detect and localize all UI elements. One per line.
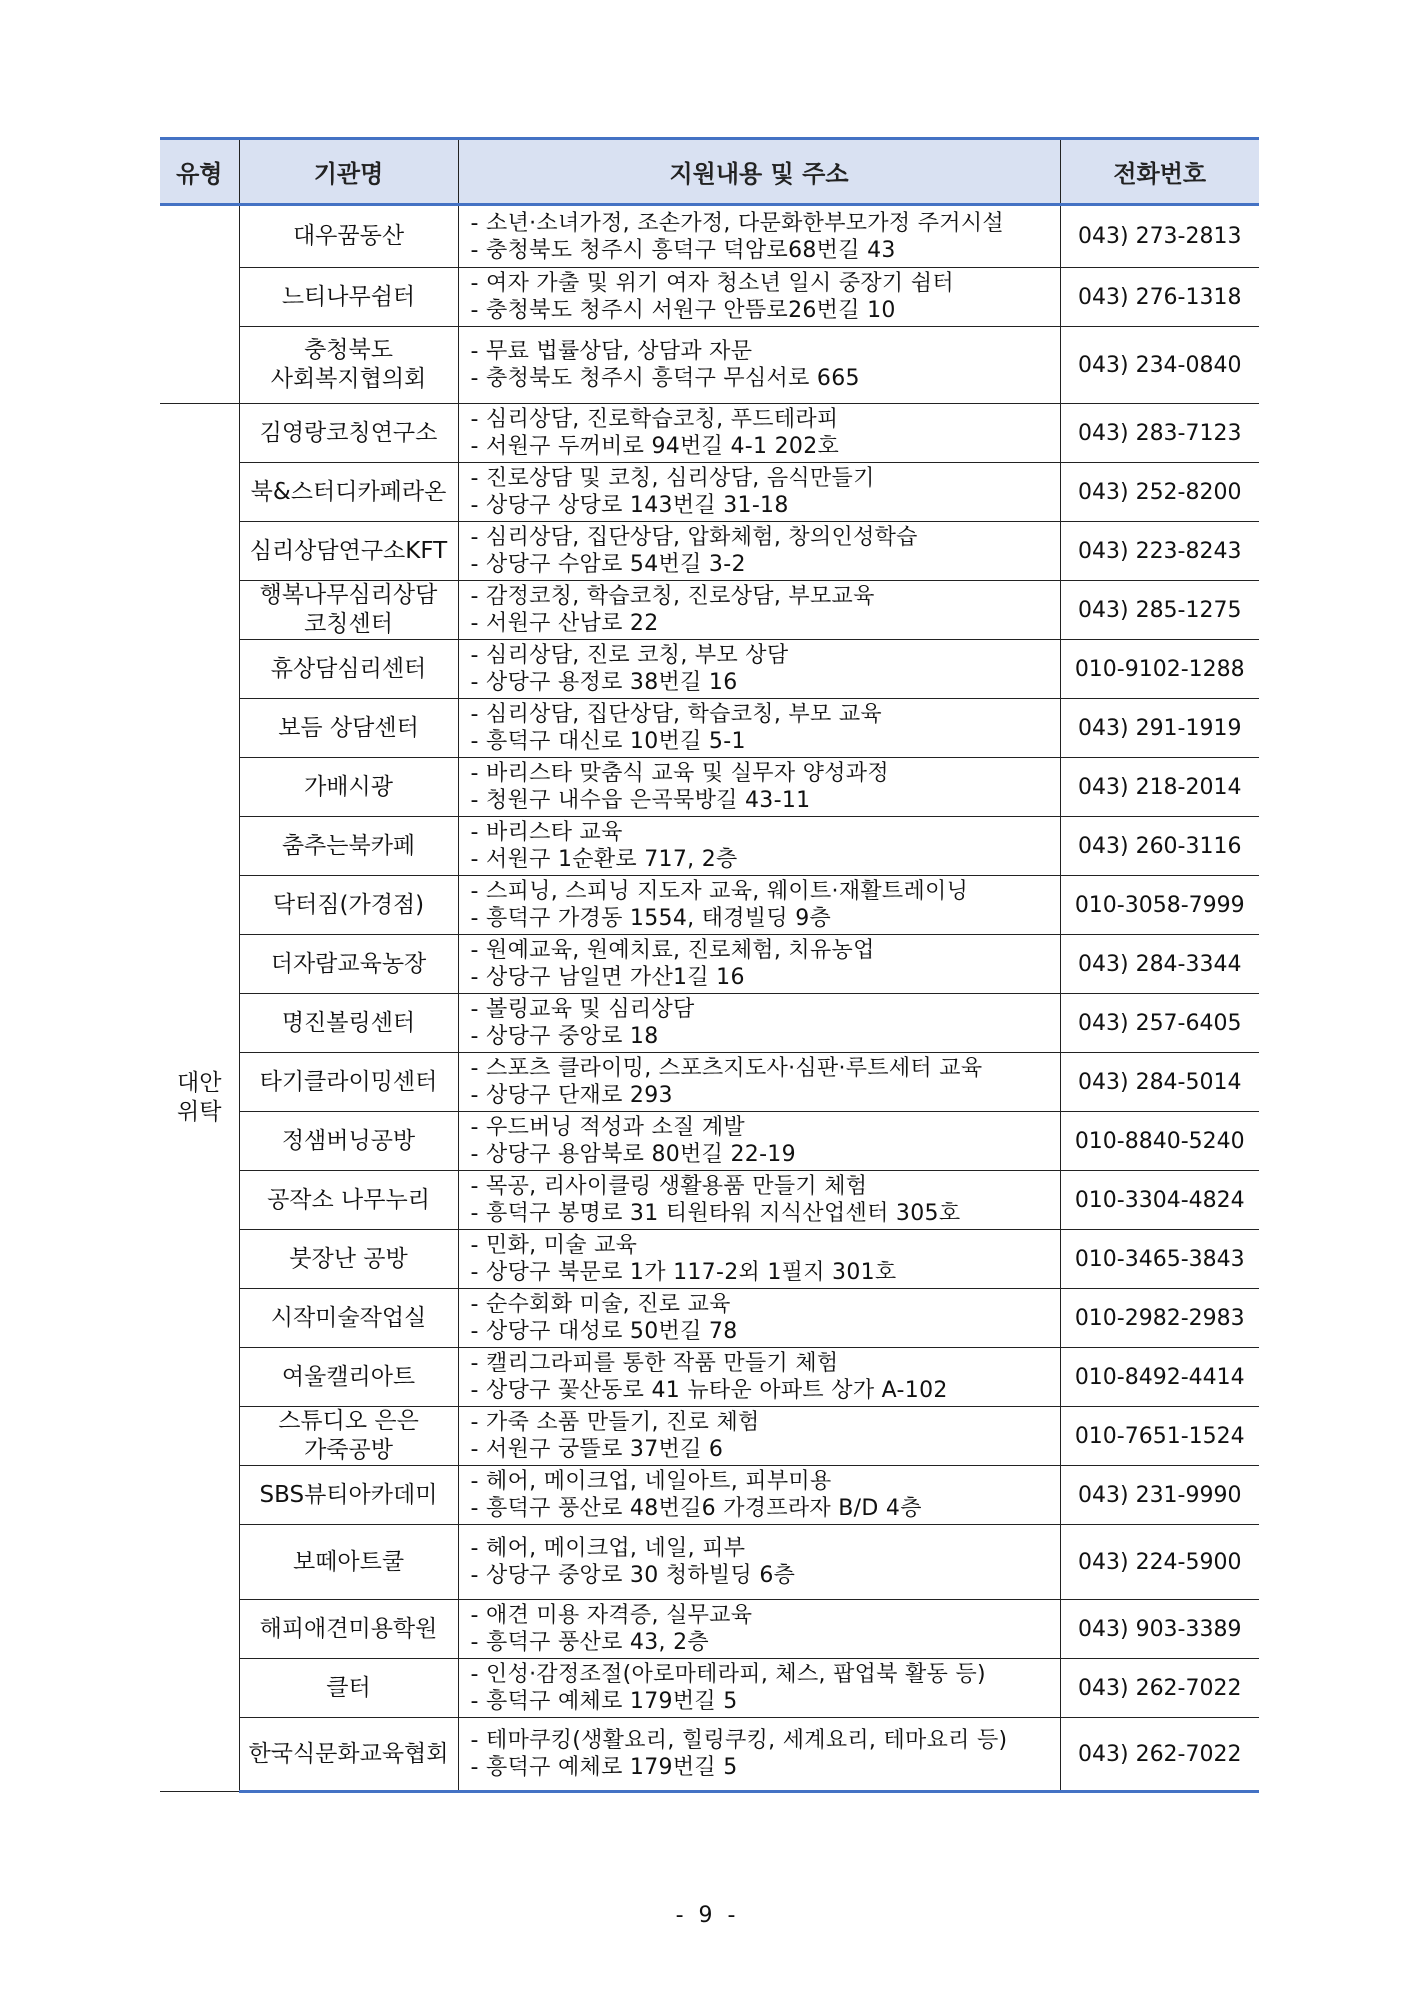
- support-content-line: - 순수회화 미술, 진로 교육: [470, 1292, 731, 1317]
- phone-number: 043) 903-3389: [1060, 1600, 1259, 1659]
- table-row: [160, 699, 1259, 758]
- org-name-cell: [239, 1348, 458, 1407]
- org-name-cell: [239, 463, 458, 522]
- support-content-line: - 테마쿠킹(생활요리, 힐링쿠킹, 세계요리, 테마요리 등): [470, 1728, 1008, 1753]
- phone-number: 043) 284-5014: [1060, 1053, 1259, 1112]
- org-name-cell: [239, 640, 458, 699]
- header-row: [160, 139, 1259, 205]
- org-name-cell: [239, 1525, 458, 1600]
- table-row: [160, 1171, 1259, 1230]
- support-content-line: - 스피닝, 스피닝 지도자 교육, 웨이트·재활트레이닝: [470, 879, 969, 904]
- org-name-line: 스튜디오 은은: [278, 1408, 419, 1434]
- address-line: - 상당구 꽃산동로 41 뉴타운 아파트 상가 A-102: [470, 1378, 948, 1403]
- header-type: 유형: [160, 139, 239, 205]
- table-row: [160, 268, 1259, 327]
- org-name-cell: [239, 1230, 458, 1289]
- phone-number: 010-3465-3843: [1060, 1230, 1259, 1289]
- phone-number: 043) 291-1919: [1060, 699, 1259, 758]
- phone-number: 043) 284-3344: [1060, 935, 1259, 994]
- address-line: - 상당구 중앙로 18: [470, 1024, 659, 1049]
- org-name-line: 춤추는북카페: [281, 832, 416, 859]
- table-row: [160, 817, 1259, 876]
- org-name-cell: [239, 268, 458, 327]
- org-name-cell: [239, 522, 458, 581]
- org-name-line: 더자람교육농장: [270, 950, 427, 977]
- org-name-line: 명진볼링센터: [281, 1009, 416, 1036]
- org-name-cell: [239, 1659, 458, 1718]
- address-line: - 청원구 내수읍 은곡묵방길 43-11: [470, 788, 811, 813]
- support-content-line: - 소년·소녀가정, 조손가정, 다문화한부모가정 주거시설: [470, 210, 1004, 236]
- address-line: - 상당구 단재로 293: [470, 1083, 673, 1108]
- support-content-line: - 심리상담, 집단상담, 압화체험, 창의인성학습: [470, 525, 918, 550]
- phone-number: 043) 234-0840: [1060, 327, 1259, 404]
- org-name-line: 해피애견미용학원: [259, 1615, 438, 1642]
- support-content-line: - 우드버닝 적성과 소질 계발: [470, 1115, 745, 1140]
- phone-number: 043) 285-1275: [1060, 581, 1259, 640]
- phone-number: 043) 283-7123: [1060, 404, 1259, 463]
- address-line: - 흥덕구 봉명로 31 티원타워 지식산업센터 305호: [470, 1201, 961, 1226]
- support-description-cell: [458, 1112, 1060, 1171]
- phone-number: 043) 257-6405: [1060, 994, 1259, 1053]
- table-row: [160, 1230, 1259, 1289]
- org-name-line: 보떼아트쿨: [292, 1548, 405, 1575]
- org-name-line: 여울캘리아트: [281, 1363, 416, 1390]
- header-tel: 전화번호: [1060, 139, 1259, 205]
- phone-number: 043) 276-1318: [1060, 268, 1259, 327]
- support-description-cell: [458, 581, 1060, 640]
- table-row: [160, 581, 1259, 640]
- type-line: 대안: [177, 1069, 222, 1096]
- address-line: - 서원구 산남로 22: [470, 611, 659, 636]
- support-content-line: - 심리상담, 집단상담, 학습코칭, 부모 교육: [470, 702, 882, 727]
- address-line: - 흥덕구 풍산로 48번길6 가경프라자 B/D 4층: [470, 1496, 922, 1521]
- support-content-line: - 진로상담 및 코칭, 심리상담, 음식만들기: [470, 466, 875, 491]
- support-content-line: - 무료 법률상담, 상담과 자문: [470, 339, 753, 364]
- address-line: - 서원구 1순환로 717, 2층: [470, 847, 738, 872]
- org-name-cell: [239, 1600, 458, 1659]
- support-content-line: - 원예교육, 원예치료, 진로체험, 치유농업: [470, 938, 875, 963]
- phone-number: 043) 231-9990: [1060, 1466, 1259, 1525]
- table-row: [160, 1718, 1259, 1792]
- phone-number: 010-3304-4824: [1060, 1171, 1259, 1230]
- table-row: [160, 758, 1259, 817]
- table-row: [160, 994, 1259, 1053]
- address-line: - 서원구 궁뜰로 37번길 6: [470, 1437, 724, 1462]
- phone-number: 043) 273-2813: [1060, 205, 1259, 268]
- support-description-cell: [458, 1659, 1060, 1718]
- org-name-line: 심리상담연구소KFT: [249, 537, 448, 564]
- phone-number: 010-7651-1524: [1060, 1407, 1259, 1466]
- support-content-line: - 감정코칭, 학습코칭, 진로상담, 부모교육: [470, 584, 875, 609]
- address-line: - 상당구 중앙로 30 청하빌딩 6층: [470, 1563, 796, 1588]
- support-description-cell: [458, 1600, 1060, 1659]
- support-description-cell: [458, 994, 1060, 1053]
- phone-number: 043) 223-8243: [1060, 522, 1259, 581]
- org-name-cell: [239, 1289, 458, 1348]
- support-content-line: - 인성·감정조절(아로마테라피, 체스, 팝업북 활동 등): [470, 1662, 986, 1687]
- table-row: [160, 1600, 1259, 1659]
- table-row: [160, 463, 1259, 522]
- org-name-line: 북&스터디카페라온: [250, 478, 447, 505]
- support-description-cell: [458, 1718, 1060, 1792]
- phone-number: 010-2982-2983: [1060, 1289, 1259, 1348]
- address-line: - 상당구 대성로 50번길 78: [470, 1319, 738, 1344]
- address-line: - 충청북도 청주시 흥덕구 덕암로68번길 43: [470, 237, 896, 263]
- support-description-cell: [458, 327, 1060, 404]
- org-name-cell: [239, 404, 458, 463]
- address-line: - 상당구 용정로 38번길 16: [470, 670, 738, 695]
- table-row: [160, 876, 1259, 935]
- org-name-line: 행복나무심리상담: [259, 582, 438, 608]
- support-content-line: - 바리스타 교육: [470, 820, 623, 845]
- type-line: 위탁: [177, 1098, 222, 1125]
- address-line: - 상당구 남일면 가산1길 16: [470, 965, 745, 990]
- phone-number: 010-3058-7999: [1060, 876, 1259, 935]
- table-row: [160, 1348, 1259, 1407]
- support-description-cell: [458, 1289, 1060, 1348]
- address-line: - 흥덕구 예체로 179번길 5: [470, 1755, 738, 1780]
- table-row: [160, 640, 1259, 699]
- org-name-line: 가죽공방: [304, 1437, 393, 1463]
- phone-number: 010-8840-5240: [1060, 1112, 1259, 1171]
- org-name-line: 타기클라이밍센터: [259, 1068, 438, 1095]
- support-description-cell: [458, 640, 1060, 699]
- address-line: - 서원구 두꺼비로 94번길 4-1 202호: [470, 434, 840, 459]
- phone-number: 043) 260-3116: [1060, 817, 1259, 876]
- support-description-cell: [458, 1466, 1060, 1525]
- support-description-cell: [458, 817, 1060, 876]
- org-name-line: 느티나무쉼터: [281, 283, 416, 310]
- table-row: [160, 1112, 1259, 1171]
- facility-table: [160, 137, 1259, 1793]
- address-line: - 흥덕구 예체로 179번길 5: [470, 1689, 738, 1714]
- org-name-cell: [239, 1053, 458, 1112]
- support-description-cell: [458, 205, 1060, 268]
- phone-number: 043) 252-8200: [1060, 463, 1259, 522]
- address-line: - 충청북도 청주시 흥덕구 무심서로 665: [470, 366, 860, 391]
- support-content-line: - 헤어, 메이크업, 네일, 피부: [470, 1536, 746, 1561]
- org-name-cell: [239, 1718, 458, 1792]
- org-name-cell: [239, 699, 458, 758]
- org-name-cell: [239, 1112, 458, 1171]
- phone-number: 043) 224-5900: [1060, 1525, 1259, 1600]
- support-content-line: - 심리상담, 진로 코칭, 부모 상담: [470, 643, 789, 668]
- support-content-line: - 가죽 소품 만들기, 진로 체험: [470, 1410, 760, 1435]
- table-row: [160, 935, 1259, 994]
- type-cell: [160, 404, 239, 1792]
- address-line: - 상당구 수암로 54번길 3-2: [470, 552, 746, 577]
- org-name-cell: [239, 1171, 458, 1230]
- phone-number: 010-8492-4414: [1060, 1348, 1259, 1407]
- support-description-cell: [458, 268, 1060, 327]
- org-name-cell: [239, 1466, 458, 1525]
- address-line: - 상당구 북문로 1가 117-2외 1필지 301호: [470, 1260, 897, 1285]
- header-org: 기관명: [239, 139, 458, 205]
- org-name-cell: [239, 758, 458, 817]
- phone-number: 043) 262-7022: [1060, 1718, 1259, 1792]
- phone-number: 010-9102-1288: [1060, 640, 1259, 699]
- support-content-line: - 볼링교육 및 심리상담: [470, 997, 695, 1022]
- address-line: - 흥덕구 가경동 1554, 태경빌딩 9층: [470, 906, 832, 931]
- org-name-line: 휴상담심리센터: [270, 655, 427, 682]
- address-line: - 충청북도 청주시 서원구 안뜸로26번길 10: [470, 298, 896, 323]
- org-name-line: 정샘버닝공방: [281, 1127, 416, 1154]
- support-description-cell: [458, 404, 1060, 463]
- address-line: - 상당구 용암북로 80번길 22-19: [470, 1142, 796, 1167]
- support-description-cell: [458, 1053, 1060, 1112]
- support-description-cell: [458, 1171, 1060, 1230]
- org-name-cell: [239, 1407, 458, 1466]
- support-description-cell: [458, 1407, 1060, 1466]
- org-name-cell: [239, 935, 458, 994]
- address-line: - 흥덕구 풍산로 43, 2층: [470, 1630, 709, 1655]
- page-number: - 9 -: [675, 1903, 740, 1928]
- support-description-cell: [458, 1230, 1060, 1289]
- org-name-line: 사회복지협의회: [270, 366, 427, 392]
- org-name-line: 시작미술작업실: [270, 1304, 427, 1331]
- org-name-line: 한국식문화교육협회: [248, 1740, 449, 1767]
- table-row: [160, 327, 1259, 404]
- type-cell: [160, 205, 239, 404]
- org-name-line: SBS뷰티아카데미: [259, 1481, 438, 1508]
- header-desc: 지원내용 및 주소: [458, 139, 1060, 205]
- phone-number: 043) 218-2014: [1060, 758, 1259, 817]
- table-body: [160, 205, 1259, 1792]
- support-description-cell: [458, 1348, 1060, 1407]
- support-content-line: - 스포츠 클라이밍, 스포츠지도사·심판·루트세터 교육: [470, 1056, 983, 1081]
- org-name-line: 김영랑코칭연구소: [259, 419, 438, 446]
- org-name-cell: [239, 581, 458, 640]
- org-name-line: 가배시광: [304, 773, 393, 800]
- table-row: [160, 522, 1259, 581]
- support-content-line: - 민화, 미술 교육: [470, 1233, 638, 1258]
- org-name-line: 충청북도: [304, 337, 393, 363]
- table-row: [160, 1053, 1259, 1112]
- address-line: - 흥덕구 대신로 10번길 5-1: [470, 729, 746, 754]
- table-row: [160, 1466, 1259, 1525]
- org-name-cell: [239, 994, 458, 1053]
- table-row: [160, 1525, 1259, 1600]
- support-content-line: - 여자 가출 및 위기 여자 청소년 일시 중장기 쉼터: [470, 271, 954, 296]
- support-description-cell: [458, 1525, 1060, 1600]
- support-description-cell: [458, 522, 1060, 581]
- org-name-line: 대우꿈동산: [292, 223, 405, 249]
- org-name-cell: [239, 327, 458, 404]
- table-row: [160, 1659, 1259, 1718]
- phone-number: 043) 262-7022: [1060, 1659, 1259, 1718]
- org-name-line: 공작소 나무누리: [267, 1186, 430, 1213]
- support-description-cell: [458, 758, 1060, 817]
- support-description-cell: [458, 876, 1060, 935]
- support-content-line: - 목공, 리사이클링 생활용품 만들기 체험: [470, 1174, 868, 1199]
- table-row: [160, 1407, 1259, 1466]
- support-content-line: - 심리상담, 진로학습코칭, 푸드테라피: [470, 407, 839, 432]
- org-name-cell: [239, 205, 458, 268]
- support-content-line: - 바리스타 맞춤식 교육 및 실무자 양성과정: [470, 761, 889, 786]
- support-description-cell: [458, 935, 1060, 994]
- org-name-cell: [239, 876, 458, 935]
- support-content-line: - 헤어, 메이크업, 네일아트, 피부미용: [470, 1469, 832, 1494]
- address-line: - 상당구 상당로 143번길 31-18: [470, 493, 789, 518]
- table-row: [160, 205, 1259, 268]
- support-content-line: - 애견 미용 자격증, 실무교육: [470, 1603, 753, 1628]
- table-row: [160, 1289, 1259, 1348]
- table-row: [160, 404, 1259, 463]
- org-name-line: 보듬 상담센터: [278, 714, 419, 741]
- support-content-line: - 캘리그라피를 통한 작품 만들기 체험: [470, 1351, 839, 1376]
- support-description-cell: [458, 463, 1060, 522]
- org-name-line: 붓장난 공방: [289, 1245, 408, 1272]
- support-description-cell: [458, 699, 1060, 758]
- org-name-line: 클터: [326, 1674, 371, 1701]
- org-name-cell: [239, 817, 458, 876]
- org-name-line: 닥터짐(가경점): [272, 891, 425, 918]
- org-name-line: 코칭센터: [304, 611, 393, 637]
